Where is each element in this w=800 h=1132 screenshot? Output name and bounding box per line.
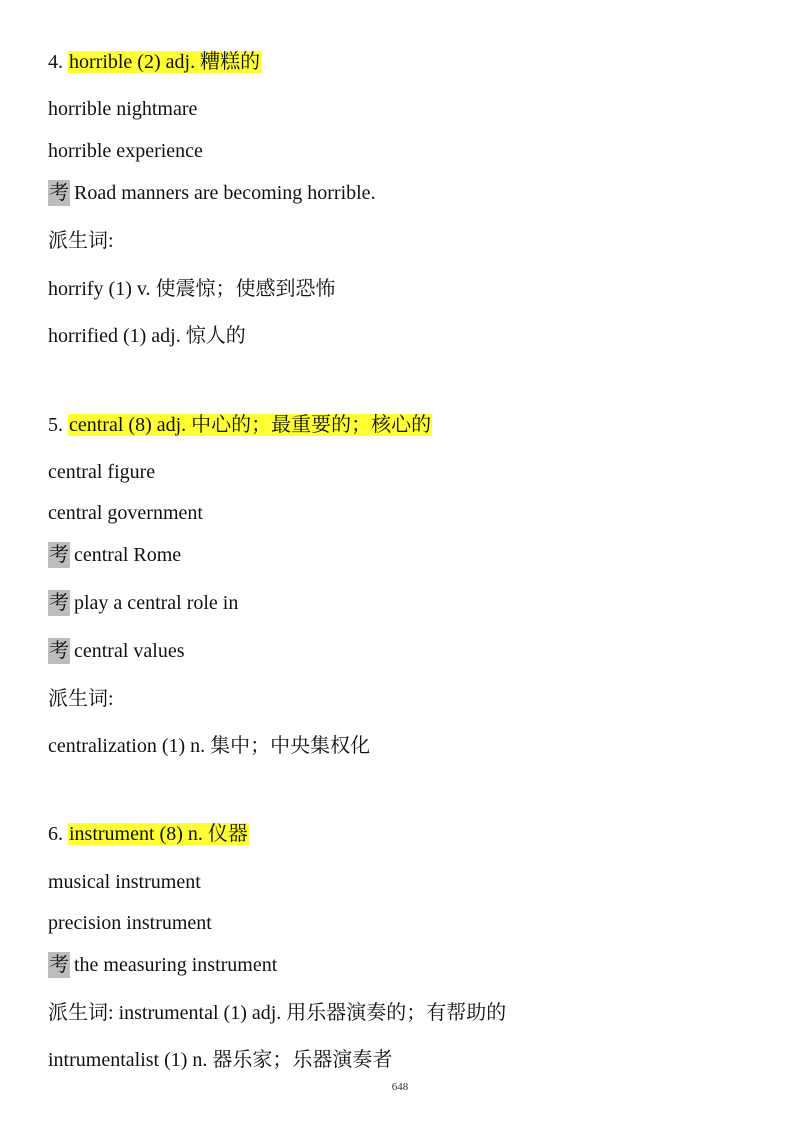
exam-mark: 考: [49, 640, 69, 662]
entry-number: 6.: [48, 823, 63, 845]
headword-highlight: central (8) adj. 中心的；最重要的；核心的: [69, 414, 432, 436]
page-number: 648: [391, 1081, 409, 1093]
exam-example-text: Road manners are becoming horrible.: [74, 182, 376, 204]
exam-example-line: [48, 638, 185, 664]
derivatives-label: 派生词:: [48, 688, 114, 710]
exam-example-line: [48, 542, 181, 568]
derivatives-label: 派生词:: [48, 230, 114, 252]
exam-example-line: [48, 590, 238, 616]
entry-heading-4: [48, 49, 261, 75]
headword-highlight: instrument (8) n. 仪器: [69, 823, 248, 845]
exam-example-text: central Rome: [74, 544, 182, 566]
derivative-line: centralization (1) n. 集中；中央集权化: [48, 735, 371, 757]
exam-mark: 考: [49, 182, 69, 204]
phrase-line: horrible nightmare: [48, 98, 198, 120]
derivative-line: horrify (1) v. 使震惊；使感到恐怖: [48, 278, 336, 300]
exam-example-text: the measuring instrument: [74, 954, 278, 976]
entry-heading-5: [48, 412, 432, 438]
phrase-line: precision instrument: [48, 912, 212, 934]
derivative-line: [48, 1000, 506, 1026]
exam-mark: 考: [49, 544, 69, 566]
exam-example-line: [48, 952, 277, 978]
phrase-line: central government: [48, 502, 203, 524]
exam-mark: 考: [49, 592, 69, 614]
phrase-line: musical instrument: [48, 871, 201, 893]
exam-mark: 考: [49, 954, 69, 976]
derivative-line: horrified (1) adj. 惊人的: [48, 325, 246, 347]
exam-example-line: [48, 180, 376, 206]
derivative-text: instrumental (1) adj. 用乐器演奏的；有帮助的: [118, 1002, 507, 1024]
entry-number: 4.: [48, 51, 63, 73]
exam-example-text: play a central role in: [74, 592, 239, 614]
phrase-line: central figure: [48, 461, 156, 483]
entry-number: 5.: [48, 414, 63, 436]
exam-example-text: central values: [74, 640, 185, 662]
derivative-line: intrumentalist (1) n. 器乐家；乐器演奏者: [48, 1049, 393, 1071]
derivatives-label: 派生词:: [48, 1002, 114, 1024]
entry-heading-6: [48, 821, 249, 847]
phrase-line: horrible experience: [48, 140, 203, 162]
headword-highlight: horrible (2) adj. 糟糕的: [69, 51, 261, 73]
